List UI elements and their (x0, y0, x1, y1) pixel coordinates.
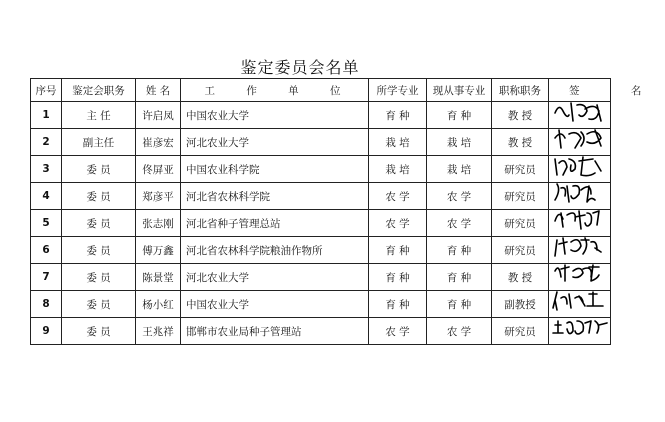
row-work: 育 种 (427, 237, 492, 264)
table-row (31, 318, 611, 345)
row-role: 副主任 (62, 129, 136, 156)
header-role: 鉴定会职务 (62, 79, 136, 102)
header-seq: 序号 (31, 79, 62, 102)
row-seq: 9 (31, 318, 62, 345)
row-role: 委 员 (62, 210, 136, 237)
row-unit: 河北农业大学 (181, 129, 369, 156)
row-position: 研究员 (492, 183, 549, 210)
row-position: 研究员 (492, 318, 549, 345)
header-name: 姓 名 (136, 79, 181, 102)
row-work: 育 种 (427, 102, 492, 129)
row-role: 委 员 (62, 183, 136, 210)
handwritten-signature-icon (549, 234, 611, 264)
table-row (31, 156, 611, 183)
table-row (31, 102, 611, 129)
row-seq: 1 (31, 102, 62, 129)
row-signature (549, 129, 611, 156)
row-signature (549, 237, 611, 264)
header-work: 现从事专业 (427, 79, 492, 102)
row-signature (549, 210, 611, 237)
row-major: 农 学 (369, 318, 427, 345)
row-major: 育 种 (369, 237, 427, 264)
row-seq: 3 (31, 156, 62, 183)
handwritten-signature-icon (549, 288, 611, 318)
document-title: 鉴定委员会名单 (240, 58, 360, 77)
row-unit: 中国农业科学院 (181, 156, 369, 183)
row-position: 研究员 (492, 237, 549, 264)
handwritten-signature-icon (549, 261, 611, 291)
header-position: 职称职务 (492, 79, 549, 102)
header-major: 所学专业 (369, 79, 427, 102)
table-row (31, 210, 611, 237)
row-work: 育 种 (427, 291, 492, 318)
row-position: 教 授 (492, 129, 549, 156)
row-major: 农 学 (369, 210, 427, 237)
row-unit: 中国农业大学 (181, 291, 369, 318)
row-major: 栽 培 (369, 129, 427, 156)
row-seq: 7 (31, 264, 62, 291)
handwritten-signature-icon (549, 180, 611, 210)
row-signature (549, 156, 611, 183)
row-name: 许启凤 (136, 102, 181, 129)
handwritten-signature-icon (549, 315, 611, 345)
row-position: 研究员 (492, 210, 549, 237)
row-work: 栽 培 (427, 156, 492, 183)
row-position: 副教授 (492, 291, 549, 318)
row-role: 委 员 (62, 318, 136, 345)
row-major: 育 种 (369, 264, 427, 291)
table-row (31, 129, 611, 156)
row-major: 育 种 (369, 102, 427, 129)
table-row (31, 237, 611, 264)
row-unit: 中国农业大学 (181, 102, 369, 129)
row-signature (549, 318, 611, 345)
row-role: 委 员 (62, 264, 136, 291)
row-unit: 邯郸市农业局种子管理站 (181, 318, 369, 345)
table-row (31, 291, 611, 318)
row-name: 崔彦宏 (136, 129, 181, 156)
row-position: 教 授 (492, 264, 549, 291)
row-seq: 4 (31, 183, 62, 210)
table-row (31, 183, 611, 210)
row-signature (549, 264, 611, 291)
row-work: 农 学 (427, 210, 492, 237)
row-seq: 8 (31, 291, 62, 318)
row-work: 农 学 (427, 318, 492, 345)
row-name: 傅万鑫 (136, 237, 181, 264)
row-work: 农 学 (427, 183, 492, 210)
row-unit: 河北农业大学 (181, 264, 369, 291)
row-seq: 6 (31, 237, 62, 264)
row-name: 王兆祥 (136, 318, 181, 345)
row-role: 委 员 (62, 291, 136, 318)
row-position: 教 授 (492, 102, 549, 129)
row-name: 陈景堂 (136, 264, 181, 291)
row-name: 杨小红 (136, 291, 181, 318)
table-row (31, 264, 611, 291)
row-major: 农 学 (369, 183, 427, 210)
row-name: 郑彦平 (136, 183, 181, 210)
row-seq: 2 (31, 129, 62, 156)
row-role: 委 员 (62, 237, 136, 264)
row-role: 委 员 (62, 156, 136, 183)
handwritten-signature-icon (549, 99, 611, 129)
row-unit: 河北省农林科学院 (181, 183, 369, 210)
committee-table (30, 78, 665, 345)
row-work: 育 种 (427, 264, 492, 291)
row-major: 育 种 (369, 291, 427, 318)
row-signature (549, 291, 611, 318)
row-name: 张志刚 (136, 210, 181, 237)
handwritten-signature-icon (549, 207, 611, 237)
row-position: 研究员 (492, 156, 549, 183)
row-name: 佟屏亚 (136, 156, 181, 183)
row-major: 栽 培 (369, 156, 427, 183)
row-seq: 5 (31, 210, 62, 237)
row-role: 主 任 (62, 102, 136, 129)
header-row (31, 79, 611, 102)
row-work: 栽 培 (427, 129, 492, 156)
handwritten-signature-icon (549, 153, 611, 183)
row-signature (549, 183, 611, 210)
header-unit: 工 作 单 位 (181, 79, 369, 102)
header-signature: 签 名 (549, 79, 611, 102)
handwritten-signature-icon (549, 126, 611, 156)
row-signature (549, 102, 611, 129)
row-unit: 河北省农林科学院粮油作物所 (181, 237, 369, 264)
row-unit: 河北省种子管理总站 (181, 210, 369, 237)
